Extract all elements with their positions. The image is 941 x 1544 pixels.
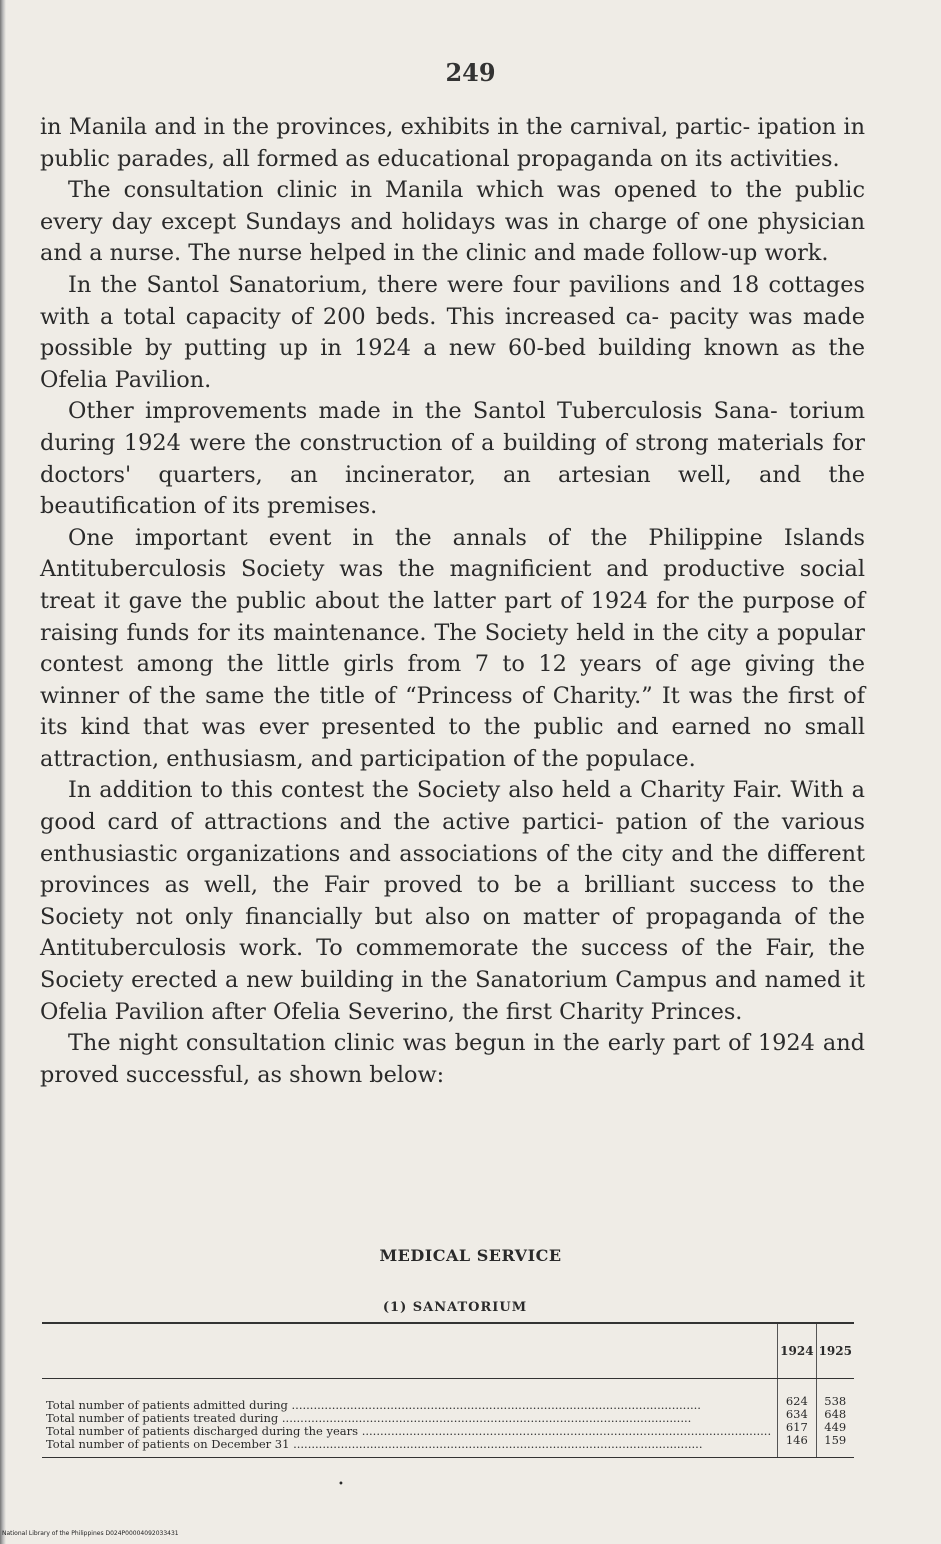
- ink-dot: •: [338, 1479, 344, 1490]
- paragraph: The consultation clinic in Manila which was opened to the public every day except Sundays and holidays was in charge of one physician and a nurse. The nurse helped in the clinic and made follow-up work.: [40, 177, 865, 267]
- cell-value: 146: [785, 1433, 808, 1447]
- paragraph: Other improvements made in the Santol Tuberculosis Sana- torium during 1924 were the construction of a building of strong materials for doctors' quarters, an incinerator, an artesian well, and the beautification of its premises.: [40, 398, 865, 520]
- footer-credit: National Library of the Philippines D024P00004092033431: [2, 1530, 179, 1537]
- body-text: [40, 112, 865, 1091]
- paragraph: in Manila and in the provinces, exhibits in the carnival, partic- ipation in public parades, all formed as educational propaganda on its activities.: [40, 114, 865, 172]
- paragraph: One important event in the annals of the Philippine Islands Antituberculosis Society was the magnificient and productive social treat it gave the public about the latter part of 1924 for the purpose of raising funds for its maintenance. The Society held in the city a popular contest among the little girls from 7 to 12 years of age giving the winner of the same the title of “Princess of Charity.” It was the first of its kind that was ever presented to the public and earned no small attraction, enthusiasm, and participation of the populace.: [40, 524, 865, 772]
- row-label-admitted: Total number of patients admitted during .....: [46, 1399, 771, 1412]
- row-label-december: Total number of patients on December 31 .....: [46, 1438, 771, 1451]
- cell-value: 624: [785, 1394, 808, 1408]
- column-header-1924: 1924: [778, 1323, 816, 1379]
- page-number: 249: [445, 58, 496, 87]
- row-label-treated: Total number of patients treated during .....: [46, 1412, 771, 1425]
- cell-value: 159: [824, 1433, 847, 1447]
- cell-value: 617: [785, 1420, 808, 1434]
- sub-title: (1) SANATORIUM: [382, 1300, 528, 1315]
- paragraph: In the Santol Sanatorium, there were four pavilions and 18 cottages with a total capacity of 200 beds. This increased ca- pacity was made possible by putting up in 1924 a new 60-bed building known as the Ofelia Pavilion.: [40, 271, 865, 393]
- column-1925-values: [816, 1379, 854, 1458]
- cell-value: 634: [785, 1407, 808, 1421]
- paragraph: The night consultation clinic was begun in the early part of 1924 and proved successful, as shown below:: [40, 1030, 865, 1088]
- paragraph: In addition to this contest the Society also held a Charity Fair. With a good card of attractions and the active partici- pation of the various enthusiastic organizations and associations of the city and the different provinces as well, the Fair proved to be a brilliant success to the Society not only financially but also on matter of propaganda of the Antituberculosis work. To commemorate the success of the Fair, the Society erected a new building in the Sanatorium Campus and named it Ofelia Pavilion after Ofelia Severino, the first Charity Princes.: [40, 777, 865, 1025]
- table-header-blank: [42, 1323, 778, 1379]
- column-1924-values: [778, 1379, 816, 1458]
- column-header-1925: 1925: [816, 1323, 854, 1379]
- cell-value: 538: [824, 1394, 847, 1408]
- section-title: MEDICAL SERVICE: [379, 1246, 562, 1265]
- row-labels: [42, 1379, 778, 1458]
- cell-value: 648: [824, 1407, 847, 1421]
- cell-value: 449: [824, 1420, 847, 1434]
- sanatorium-table: [42, 1322, 854, 1458]
- row-label-discharged: Total number of patients discharged during the years .....: [46, 1425, 771, 1438]
